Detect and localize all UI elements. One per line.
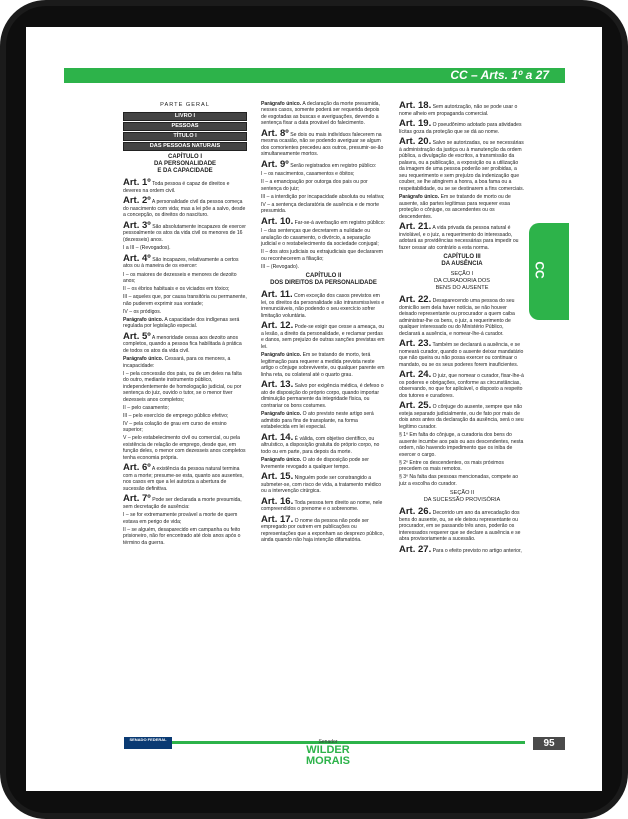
side-tab-label: CC (532, 261, 547, 279)
chapter-title-2: E DA CAPACIDADE (157, 168, 213, 174)
column-3 (399, 99, 525, 556)
article: Art. 14. É válida, com objetivo científico, ou altruístico, a disposição gratuita do próprio corpo, no todo ou em parte, para depois da morte. (261, 431, 380, 455)
chapter-title: DOS DIREITOS DA PERSONALIDADE (270, 280, 377, 286)
paragraph: Parágrafo único. Em se tratando de morto ou de ausente, são partes legítimas para requerer essa proteção o cônjuge, os ascendentes ou os descendentes. (399, 194, 511, 220)
section-number: SEÇÃO I (450, 271, 474, 277)
senado-logo: SENADO FEDERAL (124, 737, 172, 749)
senator-name-2: MORAIS (306, 755, 350, 767)
article: Art. 26. Decorrido um ano da arrecadação dos bens do ausente, ou, se ele deixou representante ou procurador, em se passando três anos, poderão os interessados requerer que se declare a ausência e se abra provisoriamente a sucessão. (399, 506, 521, 542)
paragraph: Parágrafo único. A capacidade dos indígenas será regulada por legislação especial. (123, 316, 240, 329)
article: Art. 19. O pseudônimo adotado para atividades lícitas goza da proteção que se dá ao nome. (399, 118, 522, 135)
senator-name-1: WILDER (306, 744, 350, 756)
article: Art. 17. O nome da pessoa não pode ser empregado por outrem em publicações ou representações que a exponham ao desprezo público, ainda quando não haja intenção difamatória. (261, 513, 384, 543)
article: Art. 18. Sem autorização, não se pode usar o nome alheio em propaganda comercial. (399, 100, 518, 117)
paragraph: I a III – (Revogados). (123, 245, 171, 251)
article: Art. 15. Ninguém pode ser constrangido a submeter-se, com risco de vida, a tratamento médico ou a intervenção cirúrgica. (261, 471, 382, 494)
paragraph: II – os ébrios habituais e os viciados em tóxico; (123, 286, 230, 292)
article: Art. 23. Também se declarará a ausência, e se nomeará curador, quando o ausente deixar mandatário que não queira ou não possa exercer ou continuar o mandato, ou se os seus poderes forem insuficientes. (399, 338, 524, 368)
senator-label: Senador (318, 739, 338, 745)
paragraph: IV – a sentença declaratória de ausência e de morte presumida. (261, 201, 380, 214)
paragraph: I – das sentenças que decretarem a nulidade ou anulação do casamento, o divórcio, a separação judicial e o restabelecimento da sociedade conjugal; (261, 228, 379, 247)
paragraph: Parágrafo único. Cessará, para os menores, a incapacidade: (123, 356, 231, 369)
section-heading (399, 271, 525, 292)
article: Art. 24. O juiz, que nomear o curador, fixar-lhe-á os poderes e obrigações, conforme as circunstâncias, observando, no que for aplicável, o disposto a respeito dos tutores e curadores. (399, 369, 524, 399)
page-number: 95 (533, 737, 565, 750)
article: Art. 7º Pode ser declarada a morte presumida, sem decretação de ausência: (123, 493, 242, 510)
paragraph: III – pelo exercício de emprego público efetivo; (123, 412, 229, 419)
paragraph: V – pelo estabelecimento civil ou comercial, ou pela existência de relação de emprego, desde que, em função deles, o menor com dezesseis anos completos tenha economia própria. (123, 435, 246, 461)
titulo-sub-box: DAS PESSOAS NATURAIS (123, 142, 247, 151)
paragraph: III – (Revogado). (261, 263, 299, 270)
header-bar (64, 68, 565, 83)
livro-box: LIVRO I (123, 112, 247, 121)
senator-logo (298, 739, 358, 767)
article: Art. 4º São incapazes, relativamente a certos atos ou à maneira de os exercer: (123, 252, 239, 269)
article: Art. 9º Serão registrados em registro público: (261, 158, 377, 170)
section-title-2: BENS DO AUSENTE (435, 285, 489, 291)
paragraph: II – pelo casamento; (123, 404, 169, 411)
article: Art. 1º Toda pessoa é capaz de direitos e deveres na ordem civil. (123, 177, 230, 194)
paragraph: II – dos atos judiciais ou extrajudiciais que declararem ou reconhecerem a filiação; (261, 249, 384, 262)
section-number: SEÇÃO II (449, 490, 475, 496)
column-1 (123, 99, 247, 548)
article: Art. 25. O cônjuge do ausente, sempre que não esteja separado judicialmente, ou de fato por mais de dois anos antes da declaração da ausência, será o seu legítimo curador. (399, 400, 524, 430)
article: Art. 5º A menoridade cessa aos dezoito anos completos, quando a pessoa fica habilitada à prática de todos os atos da vida civil. (123, 330, 242, 354)
page-content (26, 27, 602, 791)
paragraph: III – aqueles que, por causa transitória ou permanente, não puderem exprimir sua vontade; (123, 294, 247, 307)
chapter-heading (261, 273, 386, 287)
chapter-title: DA AUSÊNCIA (441, 261, 483, 267)
side-tab-cc[interactable] (529, 223, 569, 320)
chapter-title-1: DA PERSONALIDADE (153, 161, 217, 167)
paragraph: § 2º Entre os descendentes, os mais próximos precedem os mais remotos. (399, 459, 504, 472)
parte-heading: PARTE GERAL (160, 102, 210, 108)
paragraph: I – se for extremamente provável a morte de quem estava em perigo de vida; (123, 512, 238, 525)
article: Art. 11. Com exceção dos casos previstos em lei, os direitos da personalidade são intransmissíveis e irrenunciáveis, não podendo o seu exercício sofrer limitação voluntária. (261, 289, 385, 319)
article: Art. 6º A existência da pessoa natural termina com a morte; presume-se esta, quanto aos ausentes, nos casos em que a lei autoriza a abertura de sucessão definitiva. (123, 462, 244, 492)
article: Art. 3º São absolutamente incapazes de exercer pessoalmente os atos da vida civil os menores de 16 (dezesseis) anos. (123, 219, 246, 243)
section-title: DA SUCESSÃO PROVISÓRIA (423, 497, 501, 503)
paragraph: Parágrafo único. O ato previsto neste artigo será admitido para fins de transplante, na forma estabelecida em lei especial. (261, 411, 374, 430)
chapter-number: CAPÍTULO II (305, 273, 342, 279)
paragraph: Parágrafo único. O ato de disposição pode ser livremente revogado a qualquer tempo. (261, 457, 369, 470)
article: Art. 22. Desaparecendo uma pessoa do seu domicílio sem dela haver notícia, se não houver deixado representante ou procurador a quem caiba administrar-lhe os bens, o juiz, a requerimento de qualquer interessado ou do Ministério Público, declarará a ausência, e nomear-lhe-á curador. (399, 294, 515, 337)
article: Art. 8º Se dois ou mais indivíduos falecerem na mesma ocasião, não se podendo averiguar se algum dos comorientes precedeu aos outros, presumir-se-ão simultaneamente mortos. (261, 127, 384, 157)
paragraph: II – a emancipação por outorga dos pais ou por sentença do juiz; (261, 179, 368, 192)
paragraph: I – os maiores de dezesseis e menores de dezoito anos; (123, 271, 237, 284)
article: Art. 13. Salvo por exigência médica, é defeso o ato de disposição do próprio corpo, quando importar diminuição permanente da integridade física, ou contrariar os bons costumes. (261, 379, 384, 409)
paragraph: § 3º Na falta das pessoas mencionadas, compete ao juiz a escolha do curador. (399, 474, 519, 487)
page-footer (64, 733, 565, 767)
article: Art. 20. Salvo se autorizadas, ou se necessárias à administração da justiça ou à manutenção da ordem pública, a divulgação de escritos, a transmissão da palavra, ou a publicação, a exposição ou a utilização da imagem de uma pessoa poderão ser proibidas, a seu requerimento e sem prejuízo da indenização que couber, se lhe atingirem a honra, a boa fama ou a respeitabilidade, ou se se destinarem a fins comerciais. (399, 136, 525, 192)
chapter-heading (123, 154, 247, 175)
article: Art. 12. Pode-se exigir que cesse a ameaça, ou a lesão, a direito da personalidade, e reclamar perdas e danos, sem prejuízo de outras sanções previstas em lei. (261, 320, 385, 350)
section-title-1: DA CURADORIA DOS (434, 278, 490, 284)
chapter-number: CAPÍTULO III (443, 254, 481, 260)
article: Art. 2º A personalidade civil da pessoa começa do nascimento com vida; mas a lei põe a salvo, desde a concepção, os direitos do nascituro. (123, 195, 246, 218)
paragraph: II – se alguém, desaparecido em campanha ou feito prisioneiro, não for encontrado até dois anos após o término da guerra. (123, 526, 241, 546)
section-heading (399, 490, 525, 504)
paragraph: I – pela concessão dos pais, ou de um deles na falta do outro, mediante instrumento público, independentemente de homologação judicial, ou por sentença do juiz, ouvido o tutor, se o menor tiver dezesseis anos completos; (123, 370, 242, 403)
chapter-heading (399, 254, 525, 268)
paragraph: Parágrafo único. A declaração da morte presumida, nesses casos, somente poderá ser requerida depois de esgotadas as buscas e averiguações, devendo a sentença fixar a data provável do falecimento. (261, 100, 380, 126)
paragraph: III – a interdição por incapacidade absoluta ou relativa; (261, 193, 385, 200)
paragraph: IV – pela colação de grau em curso de ensino superior; (123, 420, 227, 433)
article: Art. 21. A vida privada da pessoa natural é inviolável, e o juiz, a requerimento do interessado, adotará as providências necessárias para impedir ou fazer cessar ato contrário a esta norma. (399, 221, 519, 251)
paragraph: IV – os pródigos. (123, 308, 162, 315)
header-title: CC – Arts. 1º a 27 (450, 68, 549, 82)
chapter-number: CAPÍTULO I (168, 154, 202, 160)
titulo-box: TÍTULO I (123, 132, 247, 141)
column-2 (261, 99, 386, 546)
article: Art. 27. Para o efeito previsto no artigo anterior, (399, 543, 522, 555)
paragraph: I – os nascimentos, casamentos e óbitos; (261, 171, 355, 177)
paragraph: Parágrafo único. Em se tratando de morto, terá legitimação para requerer a medida prevista neste artigo o cônjuge sobrevivente, ou qualquer parente em linha reta, ou colateral até o quarto grau. (261, 352, 385, 378)
article: Art. 10. Far-se-á averbação em registro público: (261, 215, 385, 227)
article: Art. 16. Toda pessoa tem direito ao nome, nele compreendidos o prenome e o sobrenome. (261, 495, 383, 512)
pessoas-box: PESSOAS (123, 122, 247, 131)
paragraph: § 1º Em falta do cônjuge, a curadoria dos bens do ausente incumbe aos pais ou aos descendentes, nesta ordem, não havendo impedimento que os iniba de exercer o cargo. (399, 432, 524, 458)
